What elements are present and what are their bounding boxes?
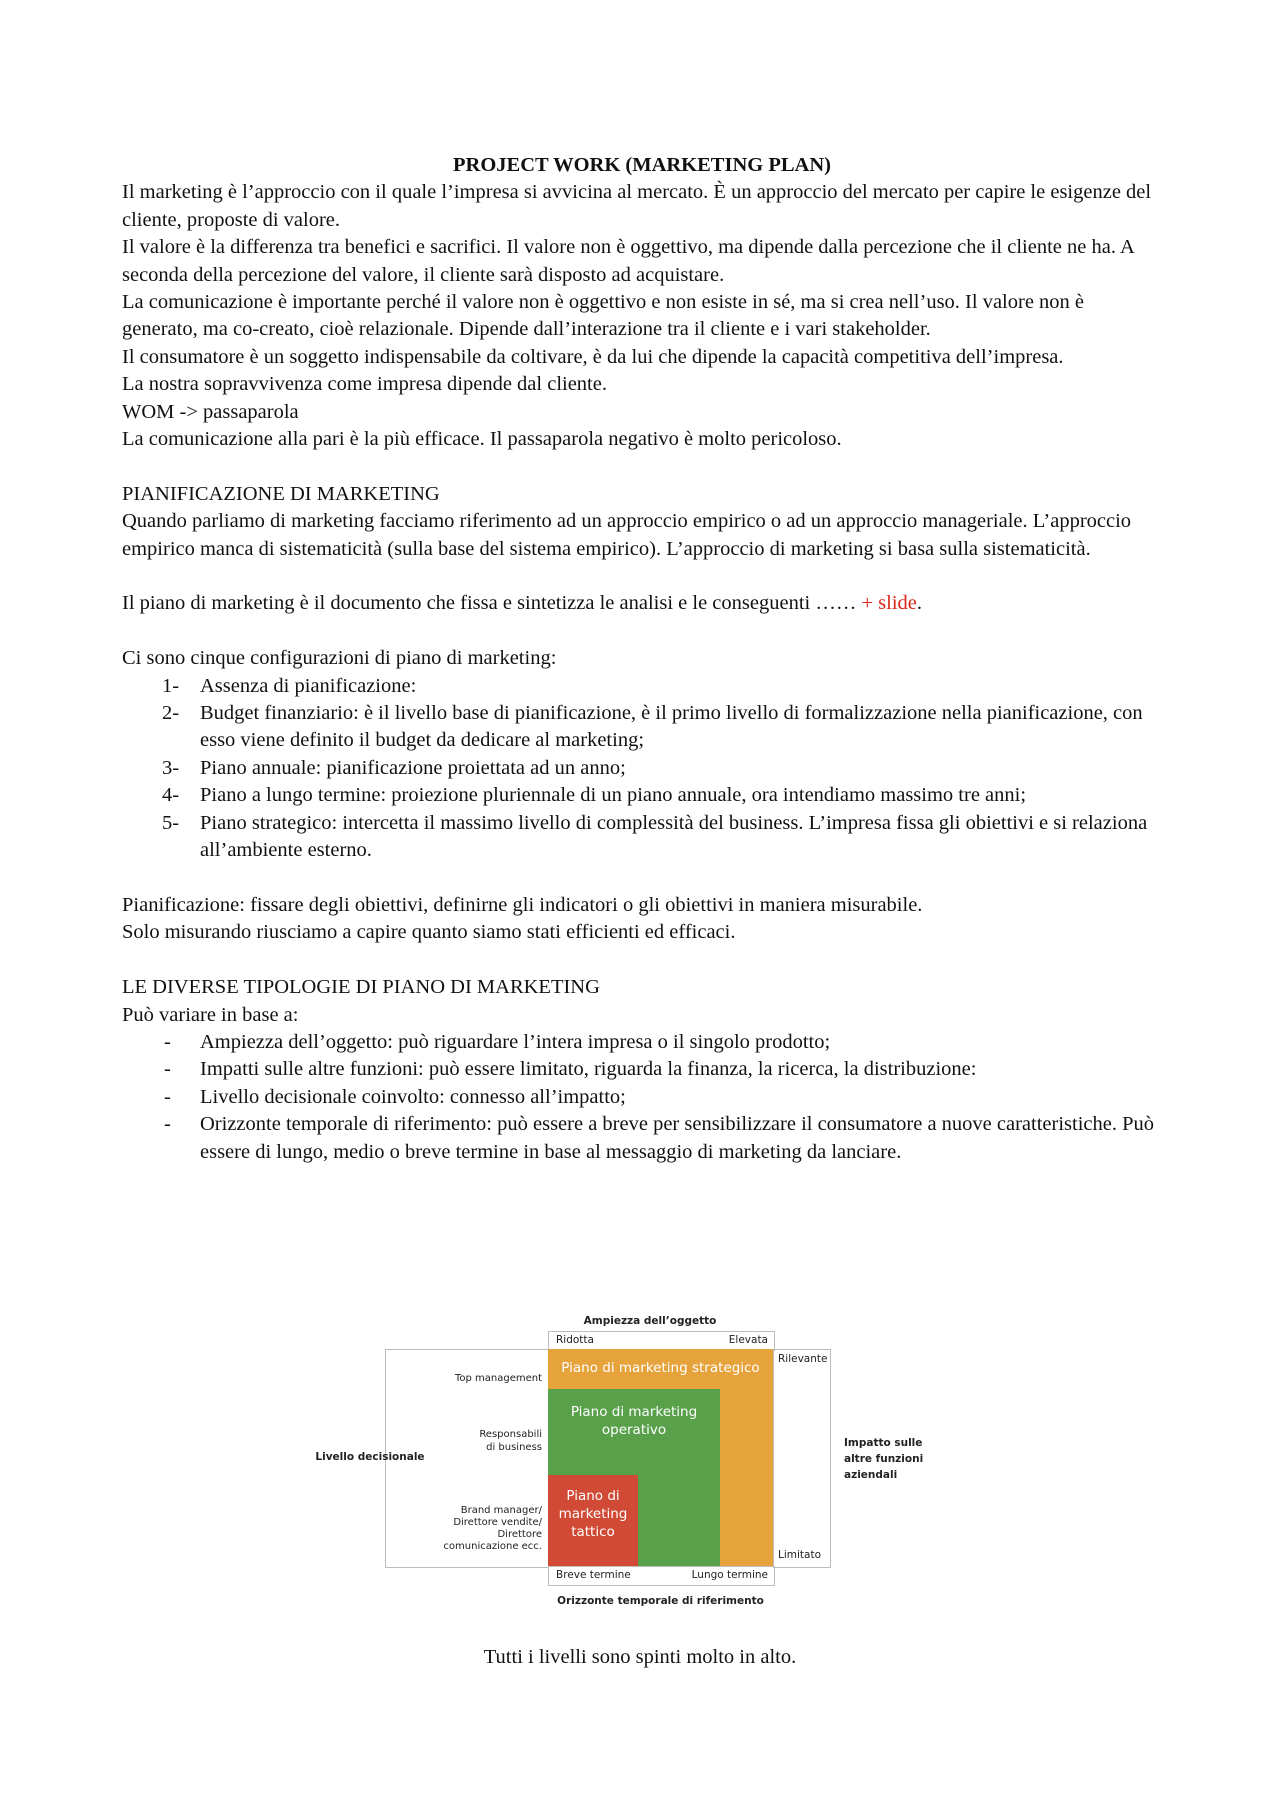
list-number: 3- <box>162 756 180 779</box>
strategic-label: Piano di marketing strategico <box>561 1360 760 1376</box>
intro-paragraph-4: Il consumatore è un soggetto indispensabile da coltivare, è da lui che dipende la capacità competitiva dell’impresa. <box>122 345 1064 368</box>
top-axis-right: Elevata <box>728 1334 768 1346</box>
list-number: 4- <box>162 784 180 807</box>
right-axis-bottom: Limitato <box>778 1549 822 1561</box>
planning-definition: Pianificazione: fissare degli obiettivi, definirne gli indicatori o gli obiettivi in maniera misurabile. <box>122 893 923 916</box>
intro-paragraph-2: Il valore è la differenza tra benefici e sacrifici. Il valore non è oggettivo, ma dipende dalla percezione che il cliente ne ha. A seconda della percezione del valore, il cliente sarà disposto ad acquistare. <box>122 236 1134 286</box>
tipologie-list <box>122 1029 1162 1166</box>
list-item <box>122 810 1162 865</box>
right-axis-frame <box>773 1349 831 1568</box>
section1-paragraph: Quando parliamo di marketing facciamo riferimento ad un approccio empirico o ad un approccio manageriale. L’approccio empirico manca di sistematicità (sulla base del sistema empirico). L’approccio di marketing si basa sulla sistematicità. <box>122 510 1132 560</box>
dash-marker: - <box>164 1085 171 1108</box>
right-axis-title: Impatto sulle altre funzioni aziendali <box>844 1437 924 1481</box>
left-axis-title: Livello decisionale <box>315 1451 425 1463</box>
intro-paragraph-3: La comunicazione è importante perché il valore non è oggettivo e non esiste in sé, ma si crea nell’uso. Il valore non è generato, ma co-creato, cioè relazionale. Dipende dall’interazione tra il cliente e i vari stakeholder. <box>122 291 1085 341</box>
diagram-top-title: Ampiezza dell’oggetto <box>583 1315 717 1327</box>
list-item-text: Budget finanziario: è il livello base di pianificazione, è il primo livello di formalizzazione nella pianificazione, con esso viene definito il budget da dedicare al marketing; <box>200 702 1143 752</box>
list-item <box>122 1084 1162 1111</box>
config-list <box>122 673 1162 865</box>
intro-paragraph-1: Il marketing è l’approccio con il quale l’impresa si avvicina al mercato. È un approccio del mercato per capire le esigenze del cliente, proposte di valore. <box>122 181 1152 231</box>
list-number: 5- <box>162 811 180 834</box>
intro-paragraph-7: La comunicazione alla pari è la più efficace. Il passaparola negativo è molto pericoloso. <box>122 428 842 451</box>
level-mid-label: Responsabili di business <box>479 1429 542 1453</box>
level-top-label: Top management <box>454 1373 542 1384</box>
list-item-text: Piano strategico: intercetta il massimo livello di complessità del business. L’impresa fissa gli obiettivi e si relaziona all’ambiente esterno. <box>200 811 1148 862</box>
list-item <box>122 1111 1162 1166</box>
list-item <box>122 755 1162 782</box>
list-item <box>122 673 1162 700</box>
section2-intro: Può variare in base a: <box>122 1003 299 1026</box>
plan-text: Il piano di marketing è il documento che fissa e sintetizza le analisi e le conseguenti …… <box>122 592 857 615</box>
list-item-text: Assenza di pianificazione: <box>200 674 417 697</box>
document-body <box>122 152 1162 1166</box>
list-item-text: Ampiezza dell’oggetto: può riguardare l’intera impresa o il singolo prodotto; <box>200 1030 831 1053</box>
bottom-axis-title: Orizzonte temporale di riferimento <box>557 1595 764 1607</box>
list-item <box>122 1029 1162 1056</box>
list-item <box>122 700 1162 755</box>
right-axis-top: Rilevante <box>778 1353 828 1365</box>
dash-marker: - <box>164 1058 171 1081</box>
list-item-text: Livello decisionale coinvolto: connesso all’impatto; <box>200 1085 626 1108</box>
dash-marker: - <box>164 1030 171 1053</box>
operational-label: Piano di marketing operativo <box>570 1404 698 1438</box>
planning-measure: Solo misurando riusciamo a capire quanto siamo stati efficienti ed efficaci. <box>122 921 736 944</box>
tactical-box <box>548 1475 638 1566</box>
level-bottom-label: Brand manager/ Direttore vendite/ Direttore comunicazione ecc. <box>443 1505 542 1552</box>
section-heading-pianificazione: PIANIFICAZIONE DI MARKETING <box>122 482 440 505</box>
top-axis-left: Ridotta <box>556 1334 594 1346</box>
slide-note: + slide <box>861 592 917 615</box>
list-number: 1- <box>162 674 180 697</box>
list-item <box>122 782 1162 809</box>
intro-paragraph-5: La nostra sopravvivenza come impresa dipende dal cliente. <box>122 373 607 396</box>
diagram-caption: Tutti i livelli sono spinti molto in alto. <box>483 1646 797 1668</box>
tactical-label: Piano di marketing tattico <box>558 1488 628 1540</box>
bottom-axis-left: Breve termine <box>556 1569 631 1581</box>
bottom-axis-right: Lungo termine <box>691 1569 768 1581</box>
list-item-text: Piano annuale: pianificazione proiettata ad un anno; <box>200 756 626 779</box>
config-intro: Ci sono cinque configurazioni di piano di marketing: <box>122 647 557 670</box>
list-item-text: Impatti sulle altre funzioni: può essere limitato, riguarda la finanza, la ricerca, la distribuzione: <box>200 1058 977 1081</box>
intro-paragraph-6: WOM -> passaparola <box>122 400 299 423</box>
list-item-text: Piano a lungo termine: proiezione pluriennale di un piano annuale, ora intendiamo massimo tre anni; <box>200 784 1027 807</box>
list-number: 2- <box>162 702 180 725</box>
plan-end: . <box>916 592 923 615</box>
marketing-plan-diagram <box>315 1315 940 1640</box>
dash-marker: - <box>164 1113 171 1136</box>
section-heading-tipologie: LE DIVERSE TIPOLOGIE DI PIANO DI MARKETING <box>122 976 600 999</box>
plan-definition <box>122 590 1162 617</box>
list-item-text: Orizzonte temporale di riferimento: può essere a breve per sensibilizzare il consumatore a nuove caratteristiche. Può essere di lungo, medio o breve termine in base al messaggio di marketing da lanciare. <box>200 1113 1155 1163</box>
document-title: PROJECT WORK (MARKETING PLAN) <box>453 154 831 176</box>
list-item <box>122 1056 1162 1083</box>
